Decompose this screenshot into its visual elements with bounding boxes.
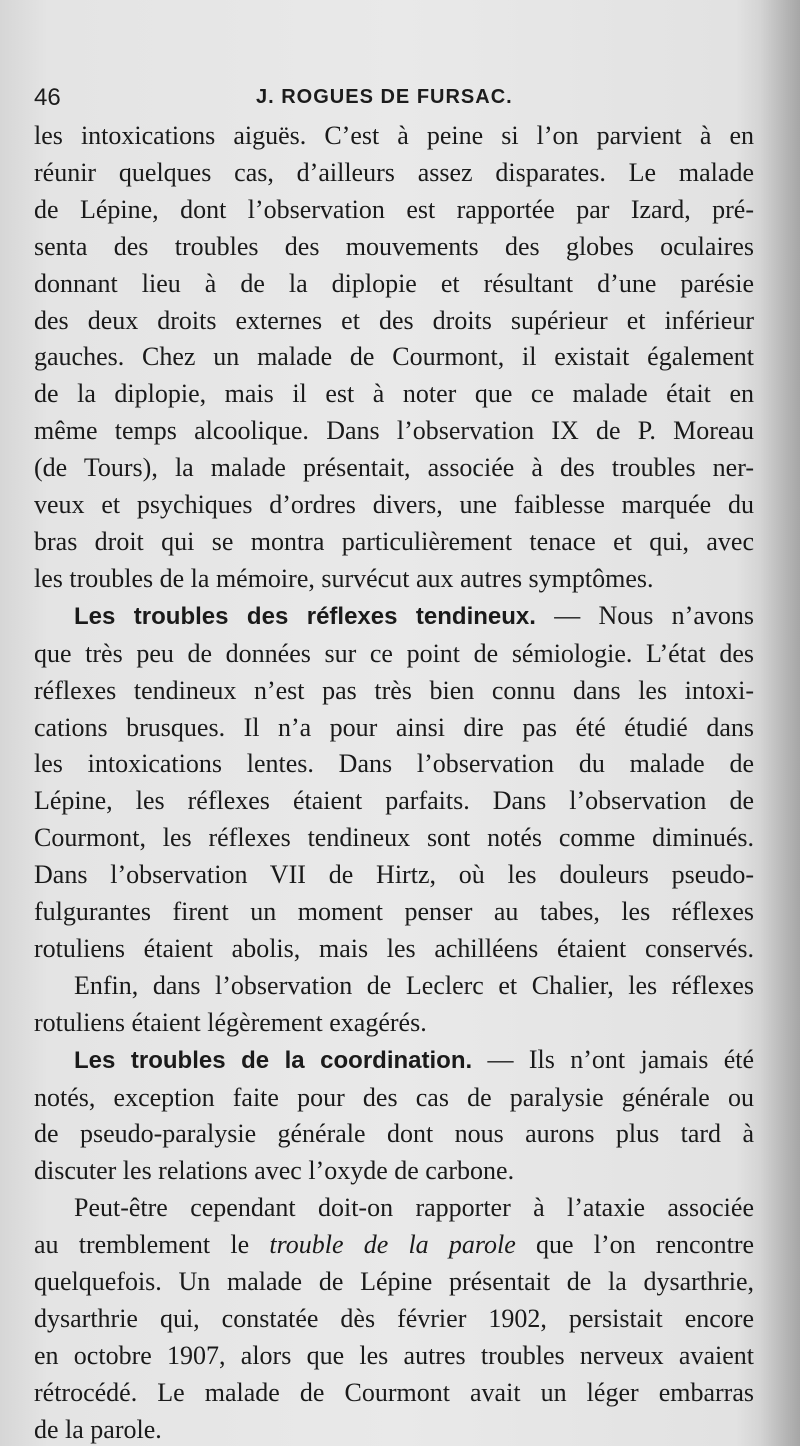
text-line: de Lépine, dont l’observation est rapportée par Izard, pré- — [34, 194, 754, 224]
text-line: Peut-être cependant doit-on rapporter à l’ataxie associée — [74, 1193, 754, 1223]
text-line: senta des troubles des mouvements des globes oculaires — [34, 231, 754, 261]
text-line: de la diplopie, mais il est à noter que ce malade était en — [34, 379, 754, 409]
text-line: donnant lieu à de la diplopie et résultant d’une parésie — [34, 268, 754, 298]
emphasized-term: trouble de la parole — [269, 1230, 516, 1260]
text-line: en octobre 1907, alors que les autres troubles nerveux avaient — [34, 1340, 754, 1370]
text-line: réunir quelques cas, d’ailleurs assez disparates. Le malade — [34, 157, 754, 187]
section-heading: Les troubles de la coordination. — [74, 1046, 473, 1074]
text-line: les intoxications aiguës. C’est à peine si l’on parvient à en — [34, 121, 754, 150]
text-fragment: — Ils n’ont jamais été — [487, 1044, 755, 1074]
text-line: les troubles de la mémoire, survécut aux autres symptômes. — [34, 563, 654, 593]
text-line: de pseudo-paralysie générale dont nous aurons plus tard à — [34, 1119, 754, 1149]
section-coordination — [34, 1042, 764, 1446]
text-line: cations brusques. Il n’a pour ainsi dire pas été étudié dans — [34, 712, 754, 742]
text-line: rotuliens étaient abolis, mais les achilléens étaient conservés. — [34, 933, 754, 963]
text-line: gauches. Chez un malade de Courmont, il existait également — [34, 342, 754, 372]
running-head: J. ROGUES DE FURSAC. — [256, 86, 513, 108]
text-line: quelquefois. Un malade de Lépine présentait de la dysarthrie, — [34, 1267, 754, 1297]
text-line: réflexes tendineux n’est pas très bien connu dans les intoxi- — [34, 675, 754, 705]
body-text — [34, 118, 764, 1446]
text-line: rétrocédé. Le malade de Courmont avait un léger embarras — [34, 1377, 754, 1407]
text-line: (de Tours), la malade présentait, associée à des troubles ner- — [34, 453, 754, 483]
text-fragment: que l’on rencontre — [536, 1230, 755, 1260]
page-number: 46 — [34, 84, 61, 111]
text-line: veux et psychiques d’ordres divers, une faiblesse marquée du — [34, 490, 754, 520]
text-fragment: — Nous n’avons — [554, 600, 754, 630]
section-heading: Les troubles des réflexes tendineux. — [74, 602, 536, 630]
page-gutter-shadow — [760, 0, 800, 1446]
text-line: notés, exception faite pour des cas de paralysie générale ou — [34, 1082, 754, 1112]
section-first-line — [34, 1042, 754, 1080]
text-line: les intoxications lentes. Dans l’observation du malade de — [34, 749, 754, 779]
text-line: même temps alcoolique. Dans l’observation IX de P. Moreau — [34, 416, 754, 446]
section-first-line — [34, 598, 754, 636]
text-line: rotuliens étaient légèrement exagérés. — [34, 1007, 427, 1037]
text-line: dysarthrie qui, constatée dès février 1902, persistait encore — [34, 1304, 754, 1333]
page-header — [34, 84, 764, 120]
text-line: Lépine, les réflexes étaient parfaits. Dans l’observation de — [34, 786, 754, 816]
text-line: discuter les relations avec l’oxyde de carbone. — [34, 1156, 515, 1186]
text-line: fulgurantes firent un moment penser au tabes, les réflexes — [34, 897, 754, 927]
text-line: des deux droits externes et des droits supérieur et inférieur — [34, 305, 754, 335]
text-line: de la parole. — [34, 1414, 162, 1444]
text-line: bras droit qui se montra particulièrement tenace et qui, avec — [34, 526, 754, 556]
text-line: Courmont, les réflexes tendineux sont notés comme diminués. — [34, 823, 754, 853]
text-fragment: au tremblement le — [34, 1230, 250, 1260]
text-line: Dans l’observation VII de Hirtz, où les douleurs pseudo- — [34, 860, 754, 890]
text-line: que très peu de données sur ce point de sémiologie. L’état des — [34, 638, 754, 668]
text-line-with-emphasis — [34, 1227, 754, 1264]
paragraph-intro — [34, 118, 764, 598]
text-line: Enfin, dans l’observation de Leclerc et Chalier, les réflexes — [74, 970, 754, 1000]
section-reflexes — [34, 598, 764, 1042]
